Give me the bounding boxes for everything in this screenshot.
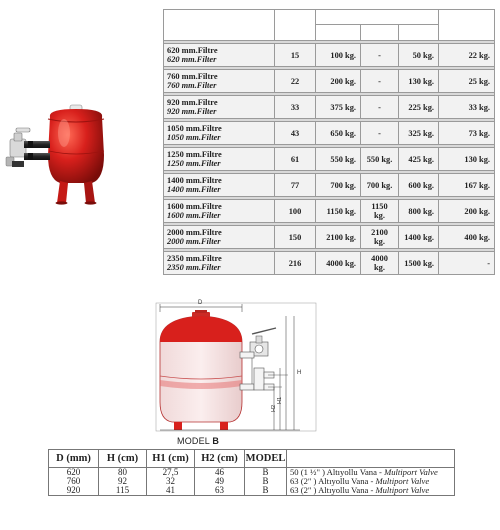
spec-value-2: 700 kg.: [316, 174, 361, 197]
spec-value-3: 550 kg.: [361, 148, 399, 171]
spec-value-4: 130 kg.: [399, 70, 439, 93]
dims-valve: [287, 486, 455, 496]
spec-value-2: 1150 kg.: [316, 200, 361, 223]
spec-value-4: 325 kg.: [399, 122, 439, 145]
spec-value-5: 200 kg.: [439, 200, 495, 223]
spec-name-tr: 1250 mm.Filtre: [167, 150, 222, 159]
spec-value-5: 167 kg.: [439, 174, 495, 197]
spec-header-cell: [275, 10, 316, 41]
spec-value-3: -: [361, 44, 399, 67]
dims-valve-en: Multiport Valve: [375, 485, 430, 495]
dims-header-row: [49, 450, 455, 468]
dims-h1: 32: [147, 477, 195, 486]
spec-value-5: 22 kg.: [439, 44, 495, 67]
dims-header-model: MODEL: [245, 450, 287, 468]
spec-row: [164, 200, 495, 223]
dims-h1: 27,5: [147, 468, 195, 478]
spec-value-5: 400 kg.: [439, 226, 495, 249]
spec-value-5: 130 kg.: [439, 148, 495, 171]
spec-row: [164, 96, 495, 119]
spec-row: [164, 70, 495, 93]
spec-row: [164, 122, 495, 145]
spec-value-2: 650 kg.: [316, 122, 361, 145]
spec-name-tr: 1600 mm.Filtre: [167, 202, 222, 211]
spec-value-5: -: [439, 252, 495, 275]
spec-value-1: 100: [275, 200, 316, 223]
spec-name-en: 920 mm.Filter: [167, 107, 217, 116]
spec-value-4: 425 kg.: [399, 148, 439, 171]
spec-value-4: 600 kg.: [399, 174, 439, 197]
spec-filter-name: [164, 70, 275, 93]
spec-filter-name: [164, 44, 275, 67]
spec-name-en: 1600 mm.Filter: [167, 211, 221, 220]
spec-value-1: 216: [275, 252, 316, 275]
spec-name-en: 620 mm.Filter: [167, 55, 217, 64]
spec-name-tr: 2350 mm.Filtre: [167, 254, 222, 263]
spec-value-4: 225 kg.: [399, 96, 439, 119]
spec-value-3: 2100 kg.: [361, 226, 399, 249]
spec-name-tr: 1400 mm.Filtre: [167, 176, 222, 185]
dims-valve-en: Multiport Valve: [375, 476, 430, 486]
spec-filter-name: [164, 226, 275, 249]
spec-value-1: 15: [275, 44, 316, 67]
spec-value-5: 33 kg.: [439, 96, 495, 119]
dims-valve-en: Multiport Valve: [384, 467, 438, 477]
dim-h2-label: H2: [271, 404, 277, 412]
spec-header-group: [316, 10, 439, 41]
dims-header-d: D (mm): [49, 450, 99, 468]
model-caption-letter: B: [212, 436, 220, 446]
dims-h2: 46: [195, 468, 245, 478]
dimensions-table: [48, 449, 454, 496]
dims-model: B: [245, 486, 287, 496]
model-caption-prefix: MODEL: [177, 436, 213, 446]
dims-h: 115: [99, 486, 147, 496]
spec-row: [164, 252, 495, 275]
spec-row: [164, 226, 495, 249]
spec-value-1: 150: [275, 226, 316, 249]
spec-value-1: 77: [275, 174, 316, 197]
spec-name-tr: 2000 mm.Filtre: [167, 228, 222, 237]
spec-filter-name: [164, 174, 275, 197]
spec-header-cell: [439, 10, 495, 41]
spec-value-4: 1500 kg.: [399, 252, 439, 275]
spec-filter-name: [164, 148, 275, 171]
spec-value-2: 550 kg.: [316, 148, 361, 171]
dims-header-h: H (cm): [99, 450, 147, 468]
spec-name-en: 2000 mm.Filter: [167, 237, 221, 246]
spec-row: [164, 44, 495, 67]
spec-name-en: 1250 mm.Filter: [167, 159, 221, 168]
spec-name-tr: 920 mm.Filtre: [167, 98, 218, 107]
spec-value-2: 4000 kg.: [316, 252, 361, 275]
spec-name-en: 760 mm.Filter: [167, 81, 217, 90]
dims-d: 620: [49, 468, 99, 478]
dims-h2: 49: [195, 477, 245, 486]
spec-value-3: 4000 kg.: [361, 252, 399, 275]
spec-value-2: 200 kg.: [316, 70, 361, 93]
spec-value-1: 22: [275, 70, 316, 93]
dim-d-label: D: [198, 300, 203, 306]
spec-name-en: 2350 mm.Filter: [167, 263, 221, 272]
dims-header-valve: [287, 450, 455, 468]
spec-header-row: [164, 10, 495, 41]
spec-value-2: 100 kg.: [316, 44, 361, 67]
spec-name-en: 1050 mm.Filter: [167, 133, 221, 142]
spec-row: [164, 148, 495, 171]
spec-table: [163, 9, 494, 272]
dims-h2: 63: [195, 486, 245, 496]
dims-d: 920: [49, 486, 99, 496]
spec-filter-name: [164, 252, 275, 275]
spec-value-2: 2100 kg.: [316, 226, 361, 249]
spec-filter-name: [164, 122, 275, 145]
spec-value-1: 33: [275, 96, 316, 119]
spec-value-3: -: [361, 122, 399, 145]
spec-name-tr: 760 mm.Filtre: [167, 72, 218, 81]
dims-d: 760: [49, 477, 99, 486]
dims-header-h2: H2 (cm): [195, 450, 245, 468]
dim-h1-label: H1: [277, 396, 283, 404]
dims-valve-tr: 63 (2" ) Altıyollu Vana -: [290, 485, 376, 495]
spec-value-4: 1400 kg.: [399, 226, 439, 249]
spec-name-tr: 620 mm.Filtre: [167, 46, 218, 55]
dims-h1: 41: [147, 486, 195, 496]
dims-valve-tr: 50 (1 ½" ) Altıyollu Vana -: [290, 467, 385, 477]
spec-value-3: 700 kg.: [361, 174, 399, 197]
spec-value-1: 61: [275, 148, 316, 171]
dims-header-h1: H1 (cm): [147, 450, 195, 468]
spec-value-2: 375 kg.: [316, 96, 361, 119]
dims-h: 92: [99, 477, 147, 486]
dim-h-label: H: [297, 370, 302, 376]
spec-value-3: -: [361, 70, 399, 93]
spec-row: [164, 174, 495, 197]
spec-value-5: 73 kg.: [439, 122, 495, 145]
dims-valve-tr: 63 (2" ) Altıyollu Vana -: [290, 476, 376, 486]
sand-filter-photo: [0, 95, 125, 215]
dims-row: [49, 486, 455, 496]
dims-h: 80: [99, 468, 147, 478]
model-caption: [177, 436, 219, 446]
spec-value-4: 50 kg.: [399, 44, 439, 67]
dims-model: B: [245, 468, 287, 478]
spec-filter-name: [164, 96, 275, 119]
spec-value-5: 25 kg.: [439, 70, 495, 93]
spec-name-en: 1400 mm.Filter: [167, 185, 221, 194]
spec-value-4: 800 kg.: [399, 200, 439, 223]
dims-model: B: [245, 477, 287, 486]
spec-name-tr: 1050 mm.Filtre: [167, 124, 222, 133]
spec-value-1: 43: [275, 122, 316, 145]
spec-value-3: 1150 kg.: [361, 200, 399, 223]
spec-value-3: -: [361, 96, 399, 119]
model-b-drawing: [140, 298, 320, 436]
spec-header-cell: [164, 10, 275, 41]
spec-filter-name: [164, 200, 275, 223]
